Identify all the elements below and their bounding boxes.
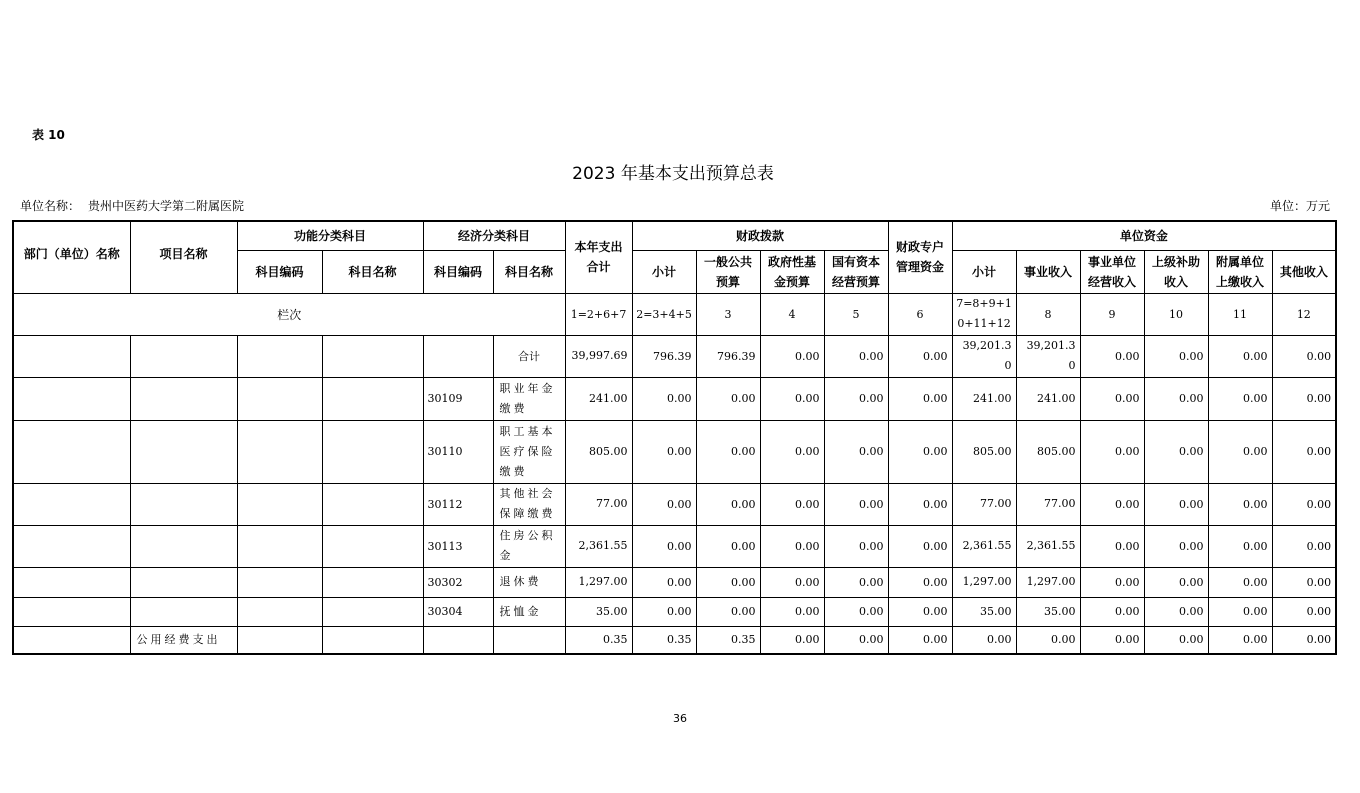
column-number-2: 2=3+4+5 (632, 293, 696, 335)
cell-value-7: 805.00 (952, 420, 1016, 483)
column-number-row (13, 293, 1336, 335)
cell-dept (13, 420, 130, 483)
cell-econ-name: 职业年金缴费 (493, 377, 565, 420)
table-row (13, 377, 1336, 420)
cell-value-4: 0.00 (760, 420, 824, 483)
cell-value-7: 39,201.30 (952, 335, 1016, 377)
cell-value-9: 0.00 (1080, 335, 1144, 377)
cell-value-1: 77.00 (565, 483, 632, 525)
unit-name-value: 贵州中医药大学第二附属医院 (88, 199, 245, 213)
table-row (13, 626, 1336, 654)
cell-value-8: 0.00 (1016, 626, 1080, 654)
cell-value-11: 0.00 (1208, 626, 1272, 654)
cell-value-9: 0.00 (1080, 525, 1144, 567)
cell-value-2: 0.00 (632, 525, 696, 567)
cell-value-5: 0.00 (824, 567, 888, 597)
header-affiliated-income: 附属单位上缴收入 (1208, 250, 1272, 293)
cell-value-7: 241.00 (952, 377, 1016, 420)
cell-value-3: 0.00 (696, 420, 760, 483)
cell-value-11: 0.00 (1208, 597, 1272, 626)
cell-value-6: 0.00 (888, 420, 952, 483)
cell-value-4: 0.00 (760, 597, 824, 626)
header-dept: 部门（单位）名称 (13, 221, 130, 293)
cell-dept (13, 525, 130, 567)
cell-value-9: 0.00 (1080, 626, 1144, 654)
cell-func-name (322, 420, 423, 483)
cell-value-2: 0.00 (632, 567, 696, 597)
column-number-6: 6 (888, 293, 952, 335)
table-row (13, 525, 1336, 567)
cell-value-3: 0.00 (696, 567, 760, 597)
cell-econ-name: 抚恤金 (493, 597, 565, 626)
cell-value-12: 0.00 (1272, 567, 1336, 597)
cell-value-1: 1,297.00 (565, 567, 632, 597)
table-row (13, 483, 1336, 525)
cell-value-9: 0.00 (1080, 597, 1144, 626)
unit-label: 单位：万元 (1269, 199, 1330, 213)
cell-project (130, 420, 237, 483)
cell-value-11: 0.00 (1208, 377, 1272, 420)
cell-value-11: 0.00 (1208, 420, 1272, 483)
cell-value-9: 0.00 (1080, 420, 1144, 483)
cell-value-12: 0.00 (1272, 626, 1336, 654)
cell-econ-code: 30302 (423, 567, 493, 597)
cell-econ-name: 职工基本医疗保险缴费 (493, 420, 565, 483)
column-number-7: 7=8+9+10+11+12 (952, 293, 1016, 335)
cell-econ-code: 30112 (423, 483, 493, 525)
column-number-1: 1=2+6+7 (565, 293, 632, 335)
header-special-fund: 财政专户管理资金 (888, 221, 952, 293)
column-number-10: 10 (1144, 293, 1208, 335)
cell-func-name (322, 377, 423, 420)
cell-econ-code (423, 335, 493, 377)
cell-func-name (322, 483, 423, 525)
cell-value-10: 0.00 (1144, 597, 1208, 626)
cell-value-4: 0.00 (760, 335, 824, 377)
cell-value-1: 35.00 (565, 597, 632, 626)
header-fiscal-subtotal: 小计 (632, 250, 696, 293)
table-row (13, 335, 1336, 377)
cell-value-10: 0.00 (1144, 525, 1208, 567)
cell-econ-code: 30109 (423, 377, 493, 420)
cell-value-8: 2,361.55 (1016, 525, 1080, 567)
cell-value-3: 0.35 (696, 626, 760, 654)
budget-table (12, 220, 1337, 655)
cell-value-3: 0.00 (696, 597, 760, 626)
cell-dept (13, 597, 130, 626)
cell-value-7: 0.00 (952, 626, 1016, 654)
cell-econ-code (423, 626, 493, 654)
cell-econ-code: 30113 (423, 525, 493, 567)
cell-value-9: 0.00 (1080, 483, 1144, 525)
cell-value-3: 0.00 (696, 377, 760, 420)
cell-value-4: 0.00 (760, 377, 824, 420)
cell-value-2: 0.35 (632, 626, 696, 654)
cell-value-12: 0.00 (1272, 335, 1336, 377)
cell-value-6: 0.00 (888, 525, 952, 567)
header-other-income: 其他收入 (1272, 250, 1336, 293)
cell-func-code (237, 525, 322, 567)
cell-value-5: 0.00 (824, 525, 888, 567)
column-number-3: 3 (696, 293, 760, 335)
cell-func-name (322, 597, 423, 626)
cell-func-code (237, 626, 322, 654)
page-number: 36 (673, 712, 687, 725)
header-econ-code: 科目编码 (423, 250, 493, 293)
cell-value-8: 1,297.00 (1016, 567, 1080, 597)
cell-project (130, 525, 237, 567)
cell-project: 公用经费支出 (130, 626, 237, 654)
cell-value-12: 0.00 (1272, 483, 1336, 525)
cell-value-8: 241.00 (1016, 377, 1080, 420)
column-number-12: 12 (1272, 293, 1336, 335)
column-number-4: 4 (760, 293, 824, 335)
header-superior-subsidy: 上级补助收入 (1144, 250, 1208, 293)
cell-func-name (322, 525, 423, 567)
header-operating-income: 事业单位经营收入 (1080, 250, 1144, 293)
cell-value-12: 0.00 (1272, 420, 1336, 483)
cell-project (130, 597, 237, 626)
cell-value-1: 39,997.69 (565, 335, 632, 377)
cell-project (130, 335, 237, 377)
cell-value-2: 0.00 (632, 377, 696, 420)
cell-func-name (322, 335, 423, 377)
cell-value-10: 0.00 (1144, 377, 1208, 420)
header-state-capital: 国有资本经营预算 (824, 250, 888, 293)
cell-value-1: 241.00 (565, 377, 632, 420)
cell-value-11: 0.00 (1208, 525, 1272, 567)
column-number-11: 11 (1208, 293, 1272, 335)
cell-func-code (237, 597, 322, 626)
cell-project (130, 567, 237, 597)
header-project: 项目名称 (130, 221, 237, 293)
header-total: 本年支出合计 (565, 221, 632, 293)
column-number-label: 栏次 (13, 293, 565, 335)
cell-value-5: 0.00 (824, 420, 888, 483)
header-func-code: 科目编码 (237, 250, 322, 293)
cell-value-5: 0.00 (824, 335, 888, 377)
cell-value-11: 0.00 (1208, 335, 1272, 377)
cell-value-3: 796.39 (696, 335, 760, 377)
unit-name-line (20, 197, 244, 214)
cell-value-8: 35.00 (1016, 597, 1080, 626)
cell-value-7: 35.00 (952, 597, 1016, 626)
cell-value-4: 0.00 (760, 483, 824, 525)
cell-value-1: 805.00 (565, 420, 632, 483)
cell-project (130, 483, 237, 525)
cell-value-4: 0.00 (760, 567, 824, 597)
cell-value-6: 0.00 (888, 483, 952, 525)
cell-econ-name: 住房公积金 (493, 525, 565, 567)
cell-func-code (237, 335, 322, 377)
table-row (13, 420, 1336, 483)
cell-value-9: 0.00 (1080, 567, 1144, 597)
table-tag: 表 10 (32, 128, 65, 142)
cell-econ-code: 30110 (423, 420, 493, 483)
cell-value-4: 0.00 (760, 626, 824, 654)
header-econ-group: 经济分类科目 (423, 221, 565, 250)
cell-func-code (237, 567, 322, 597)
cell-func-code (237, 483, 322, 525)
cell-econ-name: 合计 (493, 335, 565, 377)
cell-value-12: 0.00 (1272, 377, 1336, 420)
cell-value-6: 0.00 (888, 567, 952, 597)
cell-value-6: 0.00 (888, 597, 952, 626)
header-func-name: 科目名称 (322, 250, 423, 293)
cell-value-2: 796.39 (632, 335, 696, 377)
cell-value-10: 0.00 (1144, 567, 1208, 597)
cell-value-3: 0.00 (696, 525, 760, 567)
cell-econ-code: 30304 (423, 597, 493, 626)
cell-value-4: 0.00 (760, 525, 824, 567)
cell-dept (13, 377, 130, 420)
cell-value-11: 0.00 (1208, 483, 1272, 525)
cell-func-code (237, 420, 322, 483)
column-number-9: 9 (1080, 293, 1144, 335)
cell-value-1: 0.35 (565, 626, 632, 654)
table-row (13, 597, 1336, 626)
cell-value-3: 0.00 (696, 483, 760, 525)
cell-value-12: 0.00 (1272, 525, 1336, 567)
header-econ-name: 科目名称 (493, 250, 565, 293)
cell-value-7: 2,361.55 (952, 525, 1016, 567)
cell-dept (13, 483, 130, 525)
cell-value-5: 0.00 (824, 626, 888, 654)
cell-value-5: 0.00 (824, 377, 888, 420)
cell-func-name (322, 626, 423, 654)
unit-name-label: 单位名称： (20, 199, 81, 213)
cell-value-8: 39,201.30 (1016, 335, 1080, 377)
cell-value-2: 0.00 (632, 597, 696, 626)
cell-value-7: 1,297.00 (952, 567, 1016, 597)
header-unit-fund-group: 单位资金 (952, 221, 1336, 250)
cell-value-10: 0.00 (1144, 335, 1208, 377)
cell-value-7: 77.00 (952, 483, 1016, 525)
cell-value-10: 0.00 (1144, 483, 1208, 525)
header-func-group: 功能分类科目 (237, 221, 423, 250)
column-number-5: 5 (824, 293, 888, 335)
cell-value-2: 0.00 (632, 420, 696, 483)
cell-value-8: 77.00 (1016, 483, 1080, 525)
cell-dept (13, 335, 130, 377)
cell-value-6: 0.00 (888, 626, 952, 654)
cell-value-10: 0.00 (1144, 420, 1208, 483)
cell-econ-name: 其他社会保障缴费 (493, 483, 565, 525)
cell-value-1: 2,361.55 (565, 525, 632, 567)
cell-econ-name: 退休费 (493, 567, 565, 597)
page-title: 2023 年基本支出预算总表 (572, 164, 774, 184)
table-header (13, 221, 1336, 335)
header-general-public: 一般公共预算 (696, 250, 760, 293)
cell-econ-name (493, 626, 565, 654)
cell-dept (13, 567, 130, 597)
cell-value-6: 0.00 (888, 377, 952, 420)
column-number-8: 8 (1016, 293, 1080, 335)
table-row (13, 567, 1336, 597)
cell-func-code (237, 377, 322, 420)
header-business-income: 事业收入 (1016, 250, 1080, 293)
cell-value-2: 0.00 (632, 483, 696, 525)
header-fiscal-group: 财政拨款 (632, 221, 888, 250)
cell-value-12: 0.00 (1272, 597, 1336, 626)
header-unit-subtotal: 小计 (952, 250, 1016, 293)
cell-value-5: 0.00 (824, 483, 888, 525)
cell-dept (13, 626, 130, 654)
cell-value-6: 0.00 (888, 335, 952, 377)
cell-value-10: 0.00 (1144, 626, 1208, 654)
cell-value-8: 805.00 (1016, 420, 1080, 483)
cell-value-9: 0.00 (1080, 377, 1144, 420)
cell-value-5: 0.00 (824, 597, 888, 626)
header-gov-fund: 政府性基金预算 (760, 250, 824, 293)
cell-func-name (322, 567, 423, 597)
cell-project (130, 377, 237, 420)
cell-value-11: 0.00 (1208, 567, 1272, 597)
table-body (13, 335, 1336, 654)
